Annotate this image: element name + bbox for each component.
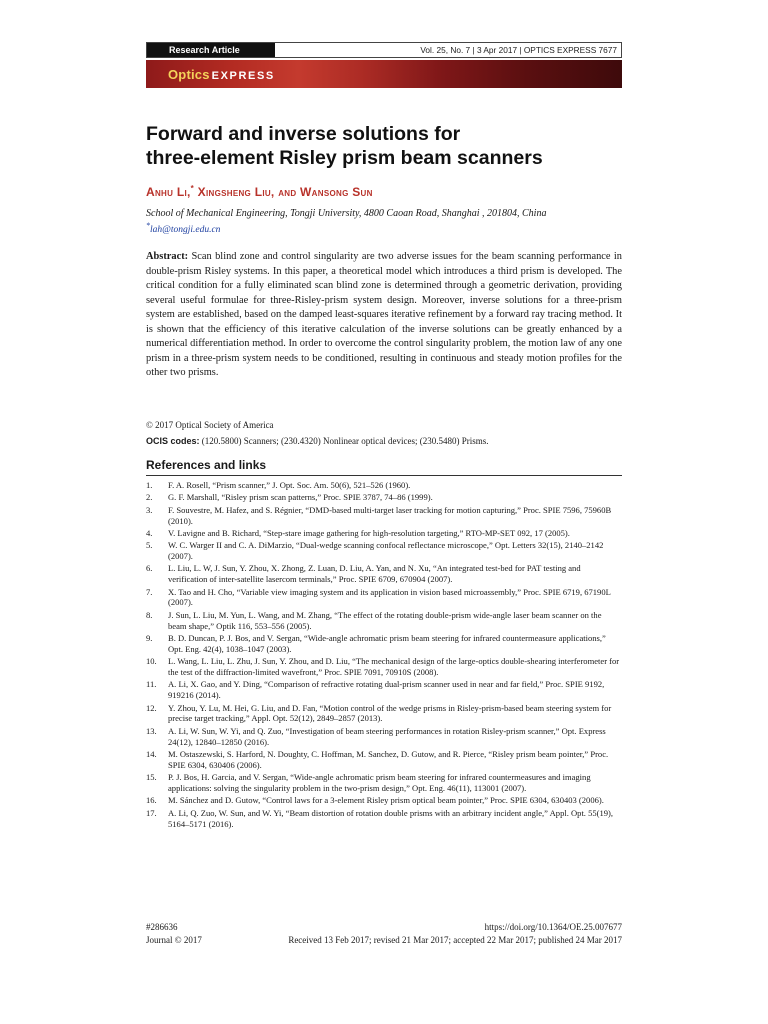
reference-text: L. Wang, L. Liu, L. Zhu, J. Sun, Y. Zhou, and D. Liu, “The mechanical design of the large-optics double-shearing interferometer for the test of the diffraction-limited wavefront,” Proc. SPIE 7091, 70910S (2008). <box>168 656 620 678</box>
footer-article-id: #286636 <box>146 922 178 932</box>
reference-number: 6. <box>146 563 153 574</box>
reference-text: F. A. Rosell, “Prism scanner,” J. Opt. Soc. Am. 50(6), 521–526 (1960). <box>168 480 411 490</box>
reference-text: G. F. Marshall, “Risley prism scan patterns,” Proc. SPIE 3787, 74–86 (1999). <box>168 492 433 503</box>
reference-item <box>146 563 622 585</box>
reference-text: M. Sánchez and D. Gutow, “Control laws for a 3-element Risley prism optical beam pointer,” Proc. SPIE 6304, 630403 (2006). <box>168 795 604 806</box>
footer-left <box>146 921 202 947</box>
reference-item <box>146 633 622 655</box>
reference-number: 12. <box>146 702 157 713</box>
footer-journal-copyright: Journal © 2017 <box>146 935 202 945</box>
abstract-text: Scan blind zone and control singularity are two adverse issues for the beam scanning performance in double-prism Risley systems. In this paper, a theoretical model which introduces a third prism is developed. The critical condition for a fully eliminated scan blind zone is determined through a geometric derivation, providing several useful formulae for three-Risley-prism system design. Moreover, inverse solutions for a three-prism system are established, based on the damped least-squares iterative refinement by a forward ray tracing method. It is shown that the efficiency of this iterative calculation of the inverse solutions can be greatly enhanced by a numerical differentiation method. In order to overcome the control singularity problem, the motion law of any one prism in a three-prism system needs to be conditioned, resulting in continuous and steady motion profiles for the other two prisms. <box>146 251 622 378</box>
reference-number: 13. <box>146 725 157 736</box>
reference-number: 3. <box>146 504 153 515</box>
reference-number: 2. <box>146 492 153 503</box>
article-header-bar <box>146 42 622 58</box>
author-1: Anhu Li, <box>146 185 191 199</box>
reference-item <box>146 505 622 527</box>
reference-item <box>146 772 622 794</box>
affiliation: School of Mechanical Engineering, Tongji University, 4800 Caoan Road, Shanghai , 201804, China <box>146 208 547 219</box>
ocis-text: (120.5800) Scanners; (230.4320) Nonlinear optical devices; (230.5480) Prisms. <box>201 436 489 446</box>
reference-item <box>146 656 622 678</box>
journal-logo-express: EXPRESS <box>211 70 275 82</box>
journal-logo-optics: Optics <box>168 67 210 82</box>
footer-doi-link[interactable]: https://doi.org/10.1364/OE.25.007677 <box>484 922 622 932</box>
abstract <box>146 250 622 381</box>
ocis-codes <box>146 436 488 446</box>
reference-list <box>146 480 622 831</box>
reference-item <box>146 540 622 562</box>
reference-number: 7. <box>146 586 153 597</box>
reference-item <box>146 749 622 771</box>
footer-dates: Received 13 Feb 2017; revised 21 Mar 2017; accepted 22 Mar 2017; published 24 Mar 2017 <box>288 935 622 945</box>
paper-title-line-2: three-element Risley prism beam scanners <box>146 147 543 169</box>
copyright-notice: © 2017 Optical Society of America <box>146 420 274 430</box>
reference-item <box>146 610 622 632</box>
journal-logo <box>168 66 275 84</box>
reference-text: V. Lavigne and B. Richard, “Step-stare image gathering for high-resolution targeting,” RTO-MP-SET 092, 17 (2005). <box>168 527 570 538</box>
reference-item <box>146 795 622 806</box>
reference-text: B. D. Duncan, P. J. Bos, and V. Sergan, “Wide-angle achromatic prism beam steering for infrared countermeasure applications,” Opt. Eng. 42(4), 1038–1047 (2003). <box>168 632 606 654</box>
reference-text: A. Li, X. Gao, and Y. Ding, “Comparison of refractive rotating dual-prism scanner used in near and far field,” Proc. SPIE 9192, 919216 (2014). <box>168 679 605 701</box>
reference-number: 17. <box>146 807 157 818</box>
author-others: Xingsheng Liu, and Wansong Sun <box>194 185 373 199</box>
corresponding-mark: * <box>190 184 195 193</box>
ocis-label: OCIS codes: <box>146 436 200 446</box>
reference-text: W. C. Warger II and C. A. DiMarzio, “Dual-wedge scanning confocal reflectance microscope,” Opt. Letters 32(15), 2140–2142 (2007). <box>168 540 604 561</box>
reference-number: 1. <box>146 480 153 490</box>
reference-text: F. Souvestre, M. Hafez, and S. Régnier, “DMD-based multi-target laser tracking for motion capturing,” Proc. SPIE 7596, 75960B (2010). <box>168 504 612 526</box>
reference-item <box>146 528 622 539</box>
reference-text: M. Ostaszewski, S. Harford, N. Doughty, C. Hoffman, M. Sanchez, D. Gutow, and R. Pierce, “Risley prism beam pointer,” Proc. SPIE 6304, 630406 (2006). <box>168 748 609 770</box>
author-list <box>146 184 373 199</box>
journal-volume-info: Vol. 25, No. 7 | 3 Apr 2017 | OPTICS EXPRESS 7677 <box>420 45 617 55</box>
reference-text: A. Li, W. Sun, W. Yi, and Q. Zuo, “Investigation of beam steering performances in rotation Risley-prism scanner,” Opt. Express 24(12), 12840–12850 (2016). <box>168 725 606 747</box>
reference-item <box>146 480 622 491</box>
corresponding-email[interactable] <box>146 221 220 235</box>
abstract-label: Abstract: <box>146 251 189 262</box>
paper-title-line-1: Forward and inverse solutions for <box>146 123 461 145</box>
reference-item <box>146 587 622 609</box>
reference-number: 11. <box>146 679 157 690</box>
references-divider <box>146 475 622 476</box>
email-mark: * <box>146 221 150 230</box>
reference-item <box>146 808 622 830</box>
references-heading: References and links <box>146 458 267 472</box>
email-address[interactable]: lah@tongji.edu.cn <box>149 225 221 236</box>
reference-text: P. J. Bos, H. Garcia, and V. Sergan, “Wide-angle achromatic prism beam steering for infrared countermeasures and imaging applications: solving the singularity problem in the two-prism design,” Opt. Eng. 46(11), 113001 (2007). <box>168 772 591 794</box>
reference-number: 8. <box>146 609 153 620</box>
reference-number: 16. <box>146 795 157 806</box>
reference-number: 14. <box>146 748 157 759</box>
reference-text: Y. Zhou, Y. Lu, M. Hei, G. Liu, and D. Fan, “Motion control of the wedge prisms in Risley-prism-based beam steering system for precise target tracking,” Appl. Opt. 52(12), 2849–2857 (2013). <box>168 702 612 724</box>
reference-item <box>146 492 622 503</box>
reference-text: A. Li, Q. Zuo, W. Sun, and W. Yi, “Beam distortion of rotation double prisms with an arbitrary incident angle,” Appl. Opt. 55(19), 5164–5171 (2016). <box>168 807 614 829</box>
reference-number: 4. <box>146 527 153 538</box>
paper-title <box>146 122 622 170</box>
reference-number: 15. <box>146 772 157 783</box>
reference-number: 5. <box>146 540 153 551</box>
reference-number: 9. <box>146 632 153 643</box>
journal-brand-banner <box>146 60 622 88</box>
reference-number: 10. <box>146 656 157 667</box>
reference-item <box>146 679 622 701</box>
reference-item <box>146 726 622 748</box>
reference-item <box>146 703 622 725</box>
reference-text: X. Tao and H. Cho, “Variable view imaging system and its application in vision based microassembly,” Proc. SPIE 6719, 67190L (2007). <box>168 586 611 608</box>
article-type-tag: Research Article <box>147 43 275 57</box>
reference-text: J. Sun, L. Liu, M. Yun, L. Wang, and M. Zhang, “The effect of the rotating double-prism wide-angle laser beam scanner on the beam shape,” Optik 116, 553–556 (2005). <box>168 609 602 631</box>
reference-text: L. Liu, L. W, J. Sun, Y. Zhou, X. Zhong, Z. Luan, D. Liu, A. Yan, and N. Xu, “An integrated test-bed for PAT testing and verification of inter-satellite lasercom terminals,” Proc. SPIE 6709, 670904 (2007). <box>168 563 581 585</box>
